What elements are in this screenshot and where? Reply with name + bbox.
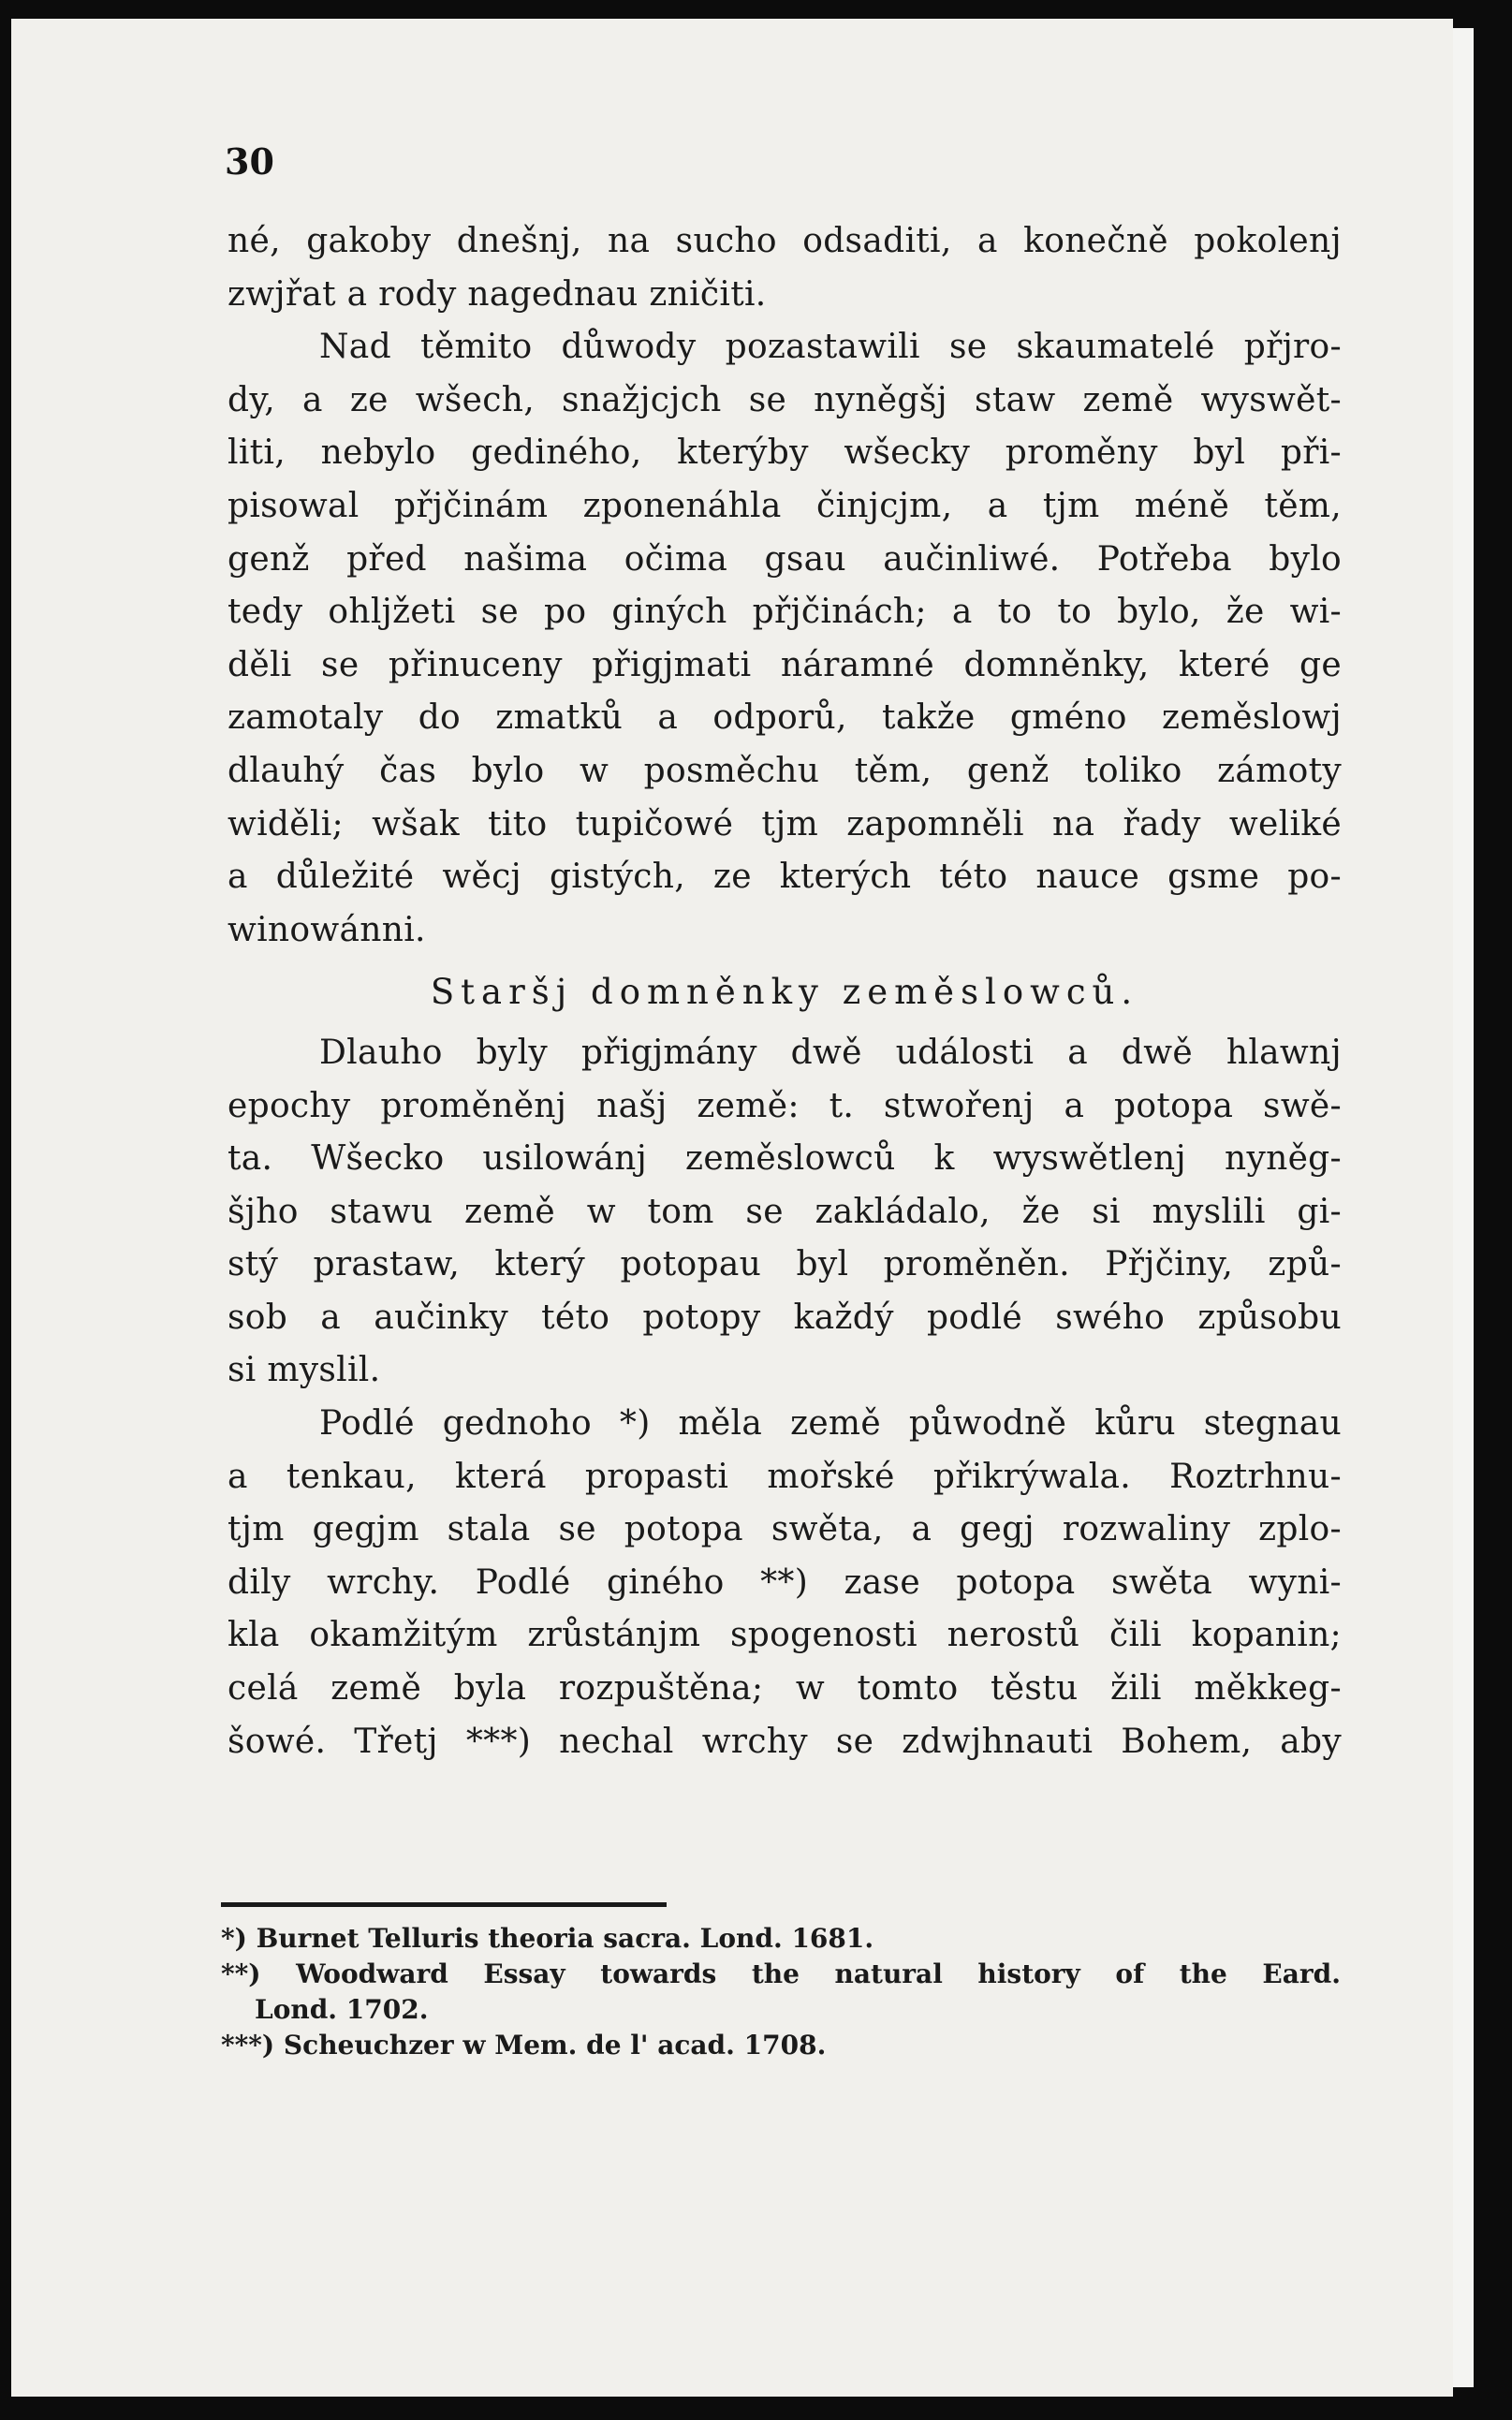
text-line: zamotaly do zmatků a odporů, takže gméno zeměslowj — [228, 698, 1342, 738]
text-line: zwjřat a rody nagednau zničiti. — [228, 274, 767, 314]
text-line: šjho stawu země w tom se zakládalo, že si myslili gi- — [228, 1192, 1342, 1231]
body-text — [228, 215, 1342, 1768]
text-line: né, gakoby dnešnj, na sucho odsaditi, a konečně pokolenj — [228, 222, 1342, 260]
footnote-line: ***) Scheuchzer w Mem. de l' acad. 1708. — [221, 2030, 827, 2061]
footnote-separator-rule — [221, 1902, 667, 1907]
text-line: děli se přinuceny přigjmati náramné domněnky, které ge — [228, 645, 1342, 684]
text-line: Podlé gednoho *) měla země půwodně kůru stegnau — [319, 1404, 1342, 1444]
text-line: si myslil. — [228, 1351, 381, 1390]
text-line: Nad těmito důwody pozastawili se skaumatelé přjro- — [319, 328, 1342, 367]
adjacent-page-edge — [1453, 28, 1474, 2387]
text-line: kla okamžitým zrůstánjm spogenosti nerostů čili kopanin; — [228, 1616, 1342, 1655]
text-line: tjm gegjm stala se potopa swěta, a gegj rozwaliny zplo- — [228, 1510, 1342, 1549]
footnote-line: Lond. 1702. — [255, 1994, 429, 2025]
text-line: liti, nebylo gediného, kterýby wšecky proměny byl při- — [228, 433, 1342, 473]
text-line: dlauhý čas bylo w posměchu těm, genž toliko zámoty — [228, 751, 1342, 790]
text-line: celá země byla rozpuštěna; w tomto těstu žili měkkeg- — [228, 1669, 1342, 1709]
text-line: stý prastaw, který potopau byl proměněn. Přjčiny, způ- — [228, 1245, 1342, 1284]
text-line: widěli; wšak tito tupičowé tjm zapomněli na řady weliké — [228, 804, 1342, 843]
text-line: a důležité wěcj gistých, ze kterých této nauce gsme po- — [228, 858, 1342, 897]
text-line: sob a aučinky této potopy každý podlé swého způsobu — [228, 1298, 1342, 1337]
text-line: dily wrchy. Podlé giného **) zase potopa swěta wyni- — [228, 1562, 1342, 1602]
footnote-line: **) Woodward Essay towards the natural history of the Eard. — [221, 1958, 1341, 1989]
text-line: pisowal přjčinám zponenáhla činjcjm, a tjm méně těm, — [228, 486, 1342, 525]
text-line: ta. Wšecko usilowánj zeměslowců k wyswětlenj nyněg- — [228, 1139, 1342, 1179]
footnotes — [221, 1921, 1341, 2063]
text-line: a tenkau, která propasti mořské přikrýwala. Roztrhnu- — [228, 1457, 1342, 1496]
text-line: šowé. Třetj ***) nechal wrchy se zdwjhnauti Bohem, aby — [228, 1722, 1342, 1761]
text-line: Dlauho byly přigjmány dwě události a dwě hlawnj — [319, 1033, 1342, 1072]
text-line: dy, a ze wšech, snažjcjch se nyněgšj staw země wyswět- — [228, 380, 1342, 419]
text-line: genž před našima očima gsau aučinliwé. Potřeba bylo — [228, 539, 1342, 579]
page-number: 30 — [225, 140, 274, 183]
text-line: epochy proměněnj našj země: t. stwořenj a potopa swě- — [228, 1086, 1342, 1125]
section-heading: Staršj domněnky zeměslowců. — [430, 972, 1139, 1013]
text-line: tedy ohljžeti se po giných přjčinách; a to to bylo, že wi- — [228, 593, 1342, 632]
footnote-line: *) Burnet Telluris theoria sacra. Lond. 1681. — [221, 1923, 874, 1954]
text-line: winowánni. — [228, 910, 426, 949]
